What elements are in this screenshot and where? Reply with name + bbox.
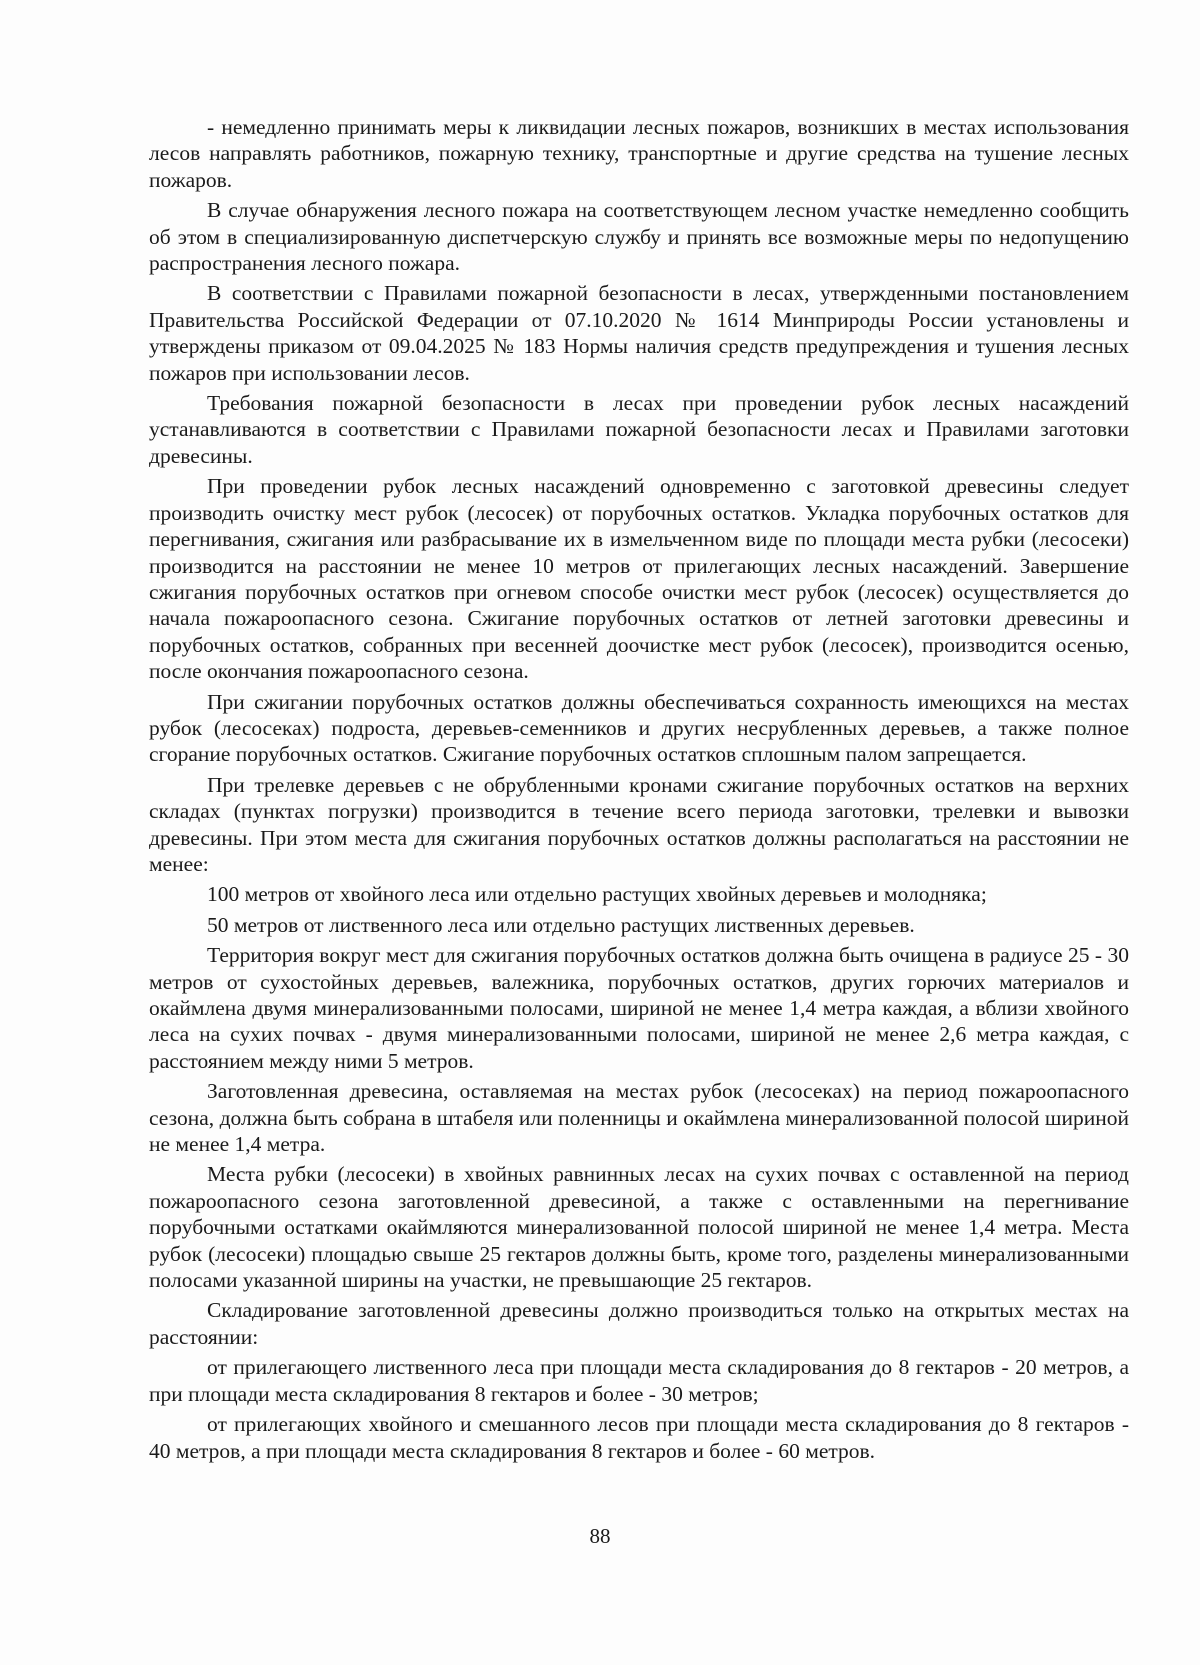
paragraph-11: Заготовленная древесина, оставляемая на местах рубок (лесосеках) на период пожароопасного сезона, должна быть собрана в штабеля или поленницы и окаймлена минерализованной полосой шириной не менее 1,4 метра. (149, 1079, 1129, 1157)
paragraph-14: от прилегающего лиственного леса при площади места складирования до 8 гектаров - 20 метров, а при площади места складирования 8 гектаров и более - 30 метров; (149, 1355, 1129, 1406)
paragraph-1: - немедленно принимать меры к ликвидации лесных пожаров, возникших в местах использования лесов направлять работников, пожарную технику, транспортные и другие средства на тушение лесных пожаров. (149, 115, 1129, 192)
paragraph-4: Требования пожарной безопасности в лесах при проведении рубок лесных насаждений устанавливаются в соответствии с Правилами пожарной безопасности лесах и Правилами заготовки древесины. (149, 391, 1129, 468)
paragraph-2: В случае обнаружения лесного пожара на соответствующем лесном участке немедленно сообщить об этом в специализированную диспетчерскую службу и принять все возможные меры по недопущению распространения лесного пожара. (149, 198, 1129, 276)
paragraph-9: 50 метров от лиственного леса или отдельно растущих лиственных деревьев. (207, 912, 915, 937)
paragraph-7: При трелевке деревьев с не обрубленными кронами сжигание порубочных остатков на верхних складах (пунктах погрузки) производится в течение всего периода заготовки, трелевки и вывозки древесины. При этом места для сжигания порубочных остатков должны располагаться на расстоянии не менее: (149, 772, 1129, 876)
paragraph-5: При проведении рубок лесных насаждений одновременно с заготовкой древесины следует производить очистку мест рубок (лесосек) от порубочных остатков. Укладка порубочных остатков для перегнивания, сжигания или разбрасывание их в измельченном виде по площади места рубки (лесосеки) производится на расстоянии не менее 10 метров от прилегающих лесных насаждений. Завершение сжигания порубочных остатков при огневом способе очистки мест рубок (лесосек) осуществляется до начала пожароопасного сезона. Сжигание порубочных остатков от летней заготовки древесины и порубочных остатков, собранных при весенней доочистке мест рубок (лесосек), производится осенью, после окончания пожароопасного сезона. (149, 474, 1129, 684)
document-body (149, 114, 1129, 1468)
paragraph-3: В соответствии с Правилами пожарной безопасности в лесах, утвержденными постановлением Правительства Российской Федерации от 07.10.2020 № 1614 Минприроды России установлены и утверждены приказом от 09.04.2025 № 183 Нормы наличия средств предупреждения и тушения лесных пожаров при использовании лесов. (149, 281, 1129, 385)
paragraph-8: 100 метров от хвойного леса или отдельно растущих хвойных деревьев и молодняка; (207, 882, 987, 907)
paragraph-10: Территория вокруг мест для сжигания порубочных остатков должна быть очищена в радиусе 25 - 30 метров от сухостойных деревьев, валежника, порубочных остатков, других горючих материалов и окаймлена двумя минерализованными полосами, шириной не менее 1,4 метра каждая, а вблизи хвойного леса на сухих почвах - двумя минерализованными полосами, шириной не менее 2,6 метра каждая, с расстоянием между ними 5 метров. (149, 943, 1129, 1073)
page-number: 88 (589, 1524, 611, 1548)
paragraph-12: Места рубки (лесосеки) в хвойных равнинных лесах на сухих почвах с оставленной на период пожароопасного сезона заготовленной древесиной, а также с оставленными на перегнивание порубочными остатками окаймляются минерализованной полосой шириной не менее 1,4 метра. Места рубок (лесосеки) площадью свыше 25 гектаров должны быть, кроме того, разделены минерализованными полосами указанной ширины на участки, не превышающие 25 гектаров. (149, 1162, 1129, 1293)
paragraph-15: от прилегающих хвойного и смешанного лесов при площади места складирования до 8 гектаров - 40 метров, а при площади места складирования 8 гектаров и более - 60 метров. (149, 1412, 1129, 1463)
paragraph-13: Складирование заготовленной древесины должно производиться только на открытых местах на расстоянии: (149, 1298, 1129, 1349)
paragraph-6: При сжигании порубочных остатков должны обеспечиваться сохранность имеющихся на местах рубок (лесосеках) подроста, деревьев-семенников и других несрубленных деревьев, а также полное сгорание порубочных остатков. Сжигание порубочных остатков сплошным палом запрещается. (149, 689, 1129, 767)
